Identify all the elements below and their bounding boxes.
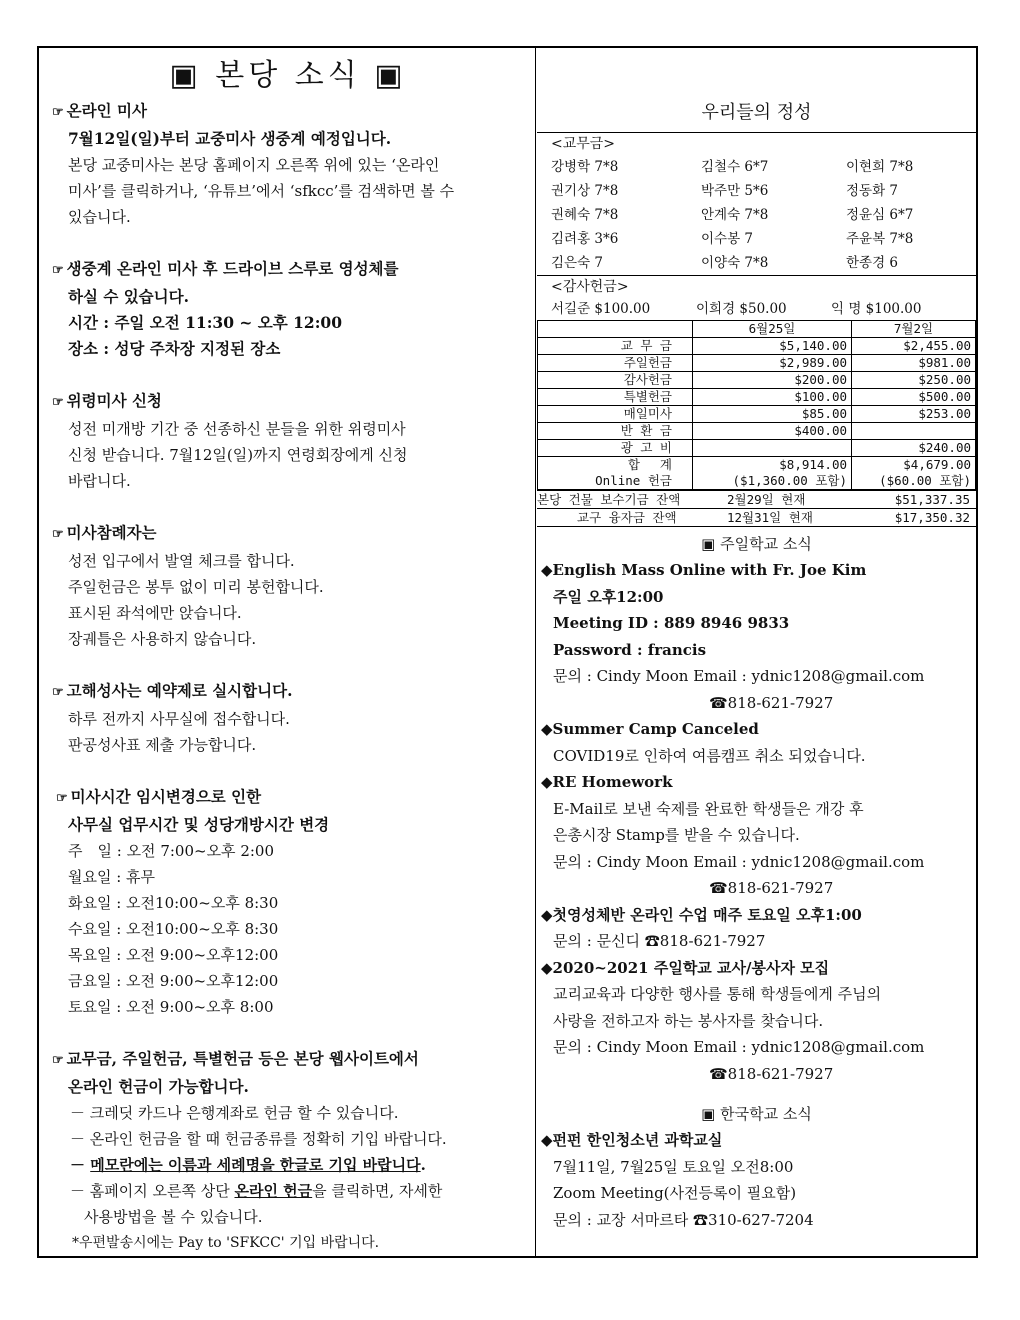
balance-amount: $51,337.35 — [894, 492, 970, 507]
column-divider — [535, 46, 536, 1258]
list-item: 권기상 7*8 — [551, 183, 619, 199]
table-cell: $4,679.00 — [852, 457, 976, 474]
item-text: 7월11일, 7월25일 토요일 오전8:00 — [553, 1157, 794, 1176]
item-text: 교리교육과 다양한 행사를 통해 학생들에게 주님의 — [553, 985, 882, 1003]
balance-amount: $17,350.32 — [894, 510, 970, 525]
sunday-school-heading: ▣ 주일학교 소식 — [701, 535, 812, 553]
offerings-title: 우리들의 정성 — [701, 102, 812, 123]
table-cell: $100.00 — [693, 389, 852, 406]
table-cell: ($1,360.00 포함) — [693, 473, 852, 490]
contact-phone: 문의 : 교장 서마르타 ☎310-627-7204 — [553, 1210, 814, 1229]
section-heading: 위령미사 신청 — [66, 391, 162, 410]
table-header — [538, 321, 693, 338]
section-text: 본당 교중미사는 본당 홈페이지 오른쪽 위에 있는 ‘온라인 — [68, 156, 440, 174]
list-item: 정윤심 6*7 — [846, 207, 914, 223]
pointing-hand-icon: ☞ — [52, 395, 64, 410]
section-text: 7월12일(일)부터 교중미사 생중계 예정입니다. — [68, 129, 392, 148]
section-text: 성전 입구에서 발열 체크를 합니다. — [68, 552, 295, 570]
item-heading: ◆첫영성체반 온라인 수업 매주 토요일 오후1:00 — [541, 905, 862, 924]
contact-phone: 문의 : 문신디 ☎818-621-7927 — [553, 932, 766, 950]
list-item: 이수봉 7 — [701, 231, 754, 247]
table-row — [538, 355, 976, 372]
list-item: 김려홍 3*6 — [551, 231, 619, 247]
table-header-row — [538, 321, 976, 338]
table-cell: $400.00 — [693, 423, 852, 440]
section-text: 사용방법을 볼 수 있습니다. — [84, 1208, 263, 1226]
section-heading: 생중계 온라인 미사 후 드라이브 스루로 영성체를 — [66, 259, 399, 278]
section-confession — [52, 678, 530, 758]
table-cell: $253.00 — [852, 406, 976, 423]
item-text: COVID19로 인하여 여름캠프 취소 되었습니다. — [553, 746, 866, 765]
table-row — [538, 338, 976, 355]
item-text: 주일 오후12:00 — [553, 587, 664, 606]
list-item: 이현희 7*8 — [846, 159, 914, 175]
list-item: 권혜숙 7*8 — [551, 207, 619, 223]
section-text: 주일헌금은 봉투 없이 미리 봉헌합니다. — [68, 578, 324, 596]
list-item: 김철수 6*7 — [701, 159, 769, 175]
list-item: 박주만 5*6 — [701, 183, 769, 199]
table-row-online — [538, 473, 976, 490]
schedule-row: 목요일 : 오전 9:00~오후12:00 — [68, 946, 279, 964]
contact-email: 문의 : Cindy Moon Email : ydnic1208@gmail.com — [553, 1038, 925, 1056]
section-heading: 교무금, 주일헌금, 특별헌금 등은 본당 웹사이트에서 — [66, 1049, 419, 1068]
table-cell: 주일헌금 — [538, 355, 693, 372]
schedule-row: 월요일 : 휴무 — [68, 868, 156, 886]
offerings-column — [537, 48, 976, 1233]
diamond-bullet-icon: ◆ — [541, 958, 553, 977]
section-text: － 온라인 헌금을 할 때 헌금종류를 정확히 기입 바랍니다. — [70, 1130, 447, 1148]
contact-email: 문의 : Cindy Moon Email : ydnic1208@gmail.com — [553, 852, 925, 871]
table-cell: ($60.00 포함) — [852, 473, 976, 490]
table-row-total — [538, 457, 976, 474]
parish-news-column — [52, 58, 530, 1256]
list-item: 강병학 7*8 — [551, 159, 619, 175]
schedule-row: 금요일 : 오전 9:00~오후12:00 — [68, 972, 279, 990]
memo-instruction: 메모란에는 이름과 세례명을 한글로 기입 바랍니다 — [90, 1156, 421, 1174]
table-header: 7월2일 — [852, 321, 976, 338]
table-cell: 합 계 — [538, 457, 693, 474]
section-text: 있습니다. — [68, 208, 131, 226]
balance-row — [537, 509, 976, 527]
list-item: 정동화 7 — [846, 183, 899, 199]
kyomu-heading: <교무금> — [551, 136, 616, 152]
pointing-hand-icon: ☞ — [52, 527, 64, 542]
list-item: 한종경 6 — [846, 255, 899, 271]
balance-date: 2월29일 현재 — [727, 492, 806, 507]
section-text: － 홈페이지 오른쪽 상단 — [70, 1182, 235, 1200]
list-item: 이양숙 7*8 — [701, 255, 769, 271]
balance-date: 12월31일 현재 — [727, 510, 813, 525]
online-giving-link[interactable]: 온라인 헌금 — [234, 1182, 313, 1200]
period-mark: . — [420, 1156, 426, 1174]
table-cell: 매일미사 — [538, 406, 693, 423]
list-item: 익 명 $100.00 — [831, 301, 922, 317]
item-text: 사랑을 전하고자 하는 봉사자를 찾습니다. — [553, 1011, 824, 1030]
table-row — [538, 372, 976, 389]
table-row — [538, 440, 976, 457]
section-text: － 크레딧 카드나 은행계좌로 헌금 할 수 있습니다. — [70, 1104, 399, 1122]
balance-label: 본당 건물 보수기금 잔액 — [537, 492, 681, 507]
item-heading: ◆펀펀 한인청소년 과학교실 — [541, 1131, 723, 1149]
item-heading: ◆RE Homework — [541, 773, 673, 791]
section-text: 장궤틀은 사용하지 않습니다. — [68, 630, 257, 648]
schedule-row: 화요일 : 오전10:00~오후 8:30 — [68, 894, 279, 912]
item-heading: ◆English Mass Online with Fr. Joe Kim — [541, 561, 867, 579]
section-text: 판공성사표 제출 가능합니다. — [68, 736, 257, 754]
section-drive-thru — [52, 256, 530, 362]
table-cell: $240.00 — [852, 440, 976, 457]
list-item: 주윤복 7*8 — [846, 231, 914, 247]
section-text: 시간 : 주일 오전 11:30 ~ 오후 12:00 — [68, 313, 342, 332]
item-text: E-Mail로 보낸 숙제를 완료한 학생들은 개강 후 — [553, 799, 864, 818]
kyomu-list — [537, 155, 976, 275]
balance-row — [537, 490, 976, 509]
section-heading: 고해성사는 예약제로 실시합니다. — [66, 681, 293, 700]
table-cell: $200.00 — [693, 372, 852, 389]
section-text: 표시된 좌석에만 앉습니다. — [68, 604, 242, 622]
contact-phone: ☎818-621-7927 — [709, 879, 834, 897]
section-heading: 온라인 미사 — [66, 101, 147, 120]
table-cell: $85.00 — [693, 406, 852, 423]
section-heading: 사무실 업무시간 및 성당개방시간 변경 — [68, 815, 330, 834]
table-cell: 광 고 비 — [538, 440, 693, 457]
contact-phone: ☎818-621-7927 — [709, 1064, 834, 1083]
table-cell: $8,914.00 — [693, 457, 852, 474]
section-memorial-mass — [52, 388, 530, 494]
table-cell: $250.00 — [852, 372, 976, 389]
table-cell: 교 무 금 — [538, 338, 693, 355]
section-online-giving — [52, 1046, 530, 1256]
section-heading: 하실 수 있습니다. — [68, 287, 190, 306]
section-text: 을 클릭하면, 자세한 — [312, 1182, 443, 1200]
diamond-bullet-icon: ◆ — [541, 561, 553, 579]
thanks-list — [537, 298, 976, 320]
table-cell: $2,455.00 — [852, 338, 976, 355]
schedule-row: 수요일 : 오전10:00~오후 8:30 — [68, 920, 279, 938]
table-cell: $2,989.00 — [693, 355, 852, 372]
balance-label: 교구 융자금 잔액 — [577, 510, 677, 525]
section-text: 장소 : 성당 주차장 지정된 장소 — [68, 339, 281, 358]
section-text: 하루 전까지 사무실에 접수합니다. — [68, 710, 290, 728]
pointing-hand-icon: ☞ — [56, 791, 68, 806]
table-cell: 감사헌금 — [538, 372, 693, 389]
section-text: 미사’를 클릭하거나, ‘유튜브’에서 ‘sfkcc’를 검색하면 볼 수 — [68, 182, 455, 200]
item-heading: ◆Summer Camp Canceled — [541, 720, 759, 738]
thanks-heading: <감사헌금> — [551, 279, 629, 295]
item-heading: ◆2020~2021 주일학교 교사/봉사자 모집 — [541, 958, 830, 977]
table-row — [538, 406, 976, 423]
list-item: 안계숙 7*8 — [701, 207, 769, 223]
item-text: Zoom Meeting(사전등록이 필요함) — [553, 1184, 797, 1202]
section-heading: 미사시간 임시변경으로 인한 — [70, 787, 262, 806]
section-text: 신청 받습니다. 7월12일(일)까지 연령회장에게 신청 — [68, 446, 408, 464]
list-item: 이희경 $50.00 — [696, 301, 787, 317]
diamond-bullet-icon: ◆ — [541, 1131, 553, 1149]
pointing-hand-icon: ☞ — [52, 1053, 64, 1068]
section-office-hours — [52, 784, 530, 1020]
list-item: 서길준 $100.00 — [551, 301, 651, 317]
item-text: 은총시장 Stamp를 받을 수 있습니다. — [553, 826, 800, 844]
table-row — [538, 389, 976, 406]
korean-school-heading: ▣ 한국학교 소식 — [701, 1105, 812, 1123]
section-text: 바랍니다. — [68, 472, 131, 490]
table-row — [538, 423, 976, 440]
dash-mark: － — [70, 1156, 91, 1174]
list-item: 김은숙 7 — [551, 255, 604, 271]
contact-phone: ☎818-621-7927 — [709, 693, 834, 712]
table-cell: Online 헌금 — [538, 473, 693, 490]
table-cell — [693, 440, 852, 457]
table-cell: 특별헌금 — [538, 389, 693, 406]
schedule-row: 주 일 : 오전 7:00~오후 2:00 — [68, 842, 275, 860]
diamond-bullet-icon: ◆ — [541, 905, 553, 924]
diamond-bullet-icon: ◆ — [541, 773, 553, 791]
section-text: *우편발송시에는 Pay to 'SFKCC' 기입 바랍니다. — [72, 1235, 380, 1251]
section-heading: 미사참례자는 — [66, 523, 157, 542]
section-mass-attendees — [52, 520, 530, 652]
contact-email: 문의 : Cindy Moon Email : ydnic1208@gmail.com — [553, 667, 925, 685]
table-cell: $5,140.00 — [693, 338, 852, 355]
item-text: Password : francis — [553, 640, 707, 659]
diamond-bullet-icon: ◆ — [541, 720, 553, 738]
table-cell: $500.00 — [852, 389, 976, 406]
table-cell — [852, 423, 976, 440]
pointing-hand-icon: ☞ — [52, 105, 64, 120]
schedule-row: 토요일 : 오전 9:00~오후 8:00 — [68, 998, 274, 1016]
offerings-table — [537, 320, 976, 490]
table-cell: $981.00 — [852, 355, 976, 372]
section-heading: 온라인 헌금이 가능합니다. — [68, 1077, 249, 1096]
pointing-hand-icon: ☞ — [52, 263, 64, 278]
page-title: ▣ 본당 소식 ▣ — [169, 58, 407, 93]
section-text: 성전 미개방 기간 중 선종하신 분들을 위한 위령미사 — [68, 420, 406, 438]
section-online-mass — [52, 98, 530, 230]
table-cell: 반 환 금 — [538, 423, 693, 440]
pointing-hand-icon: ☞ — [52, 685, 64, 700]
table-header: 6월25일 — [693, 321, 852, 338]
item-text: Meeting ID : 889 8946 9833 — [553, 614, 790, 632]
